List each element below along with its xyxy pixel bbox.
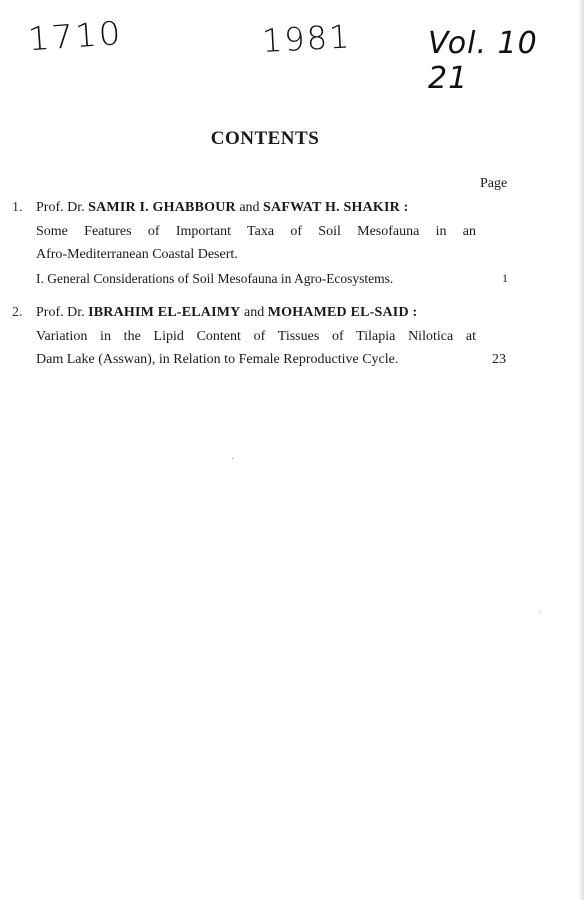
entry-title-line: [12, 325, 512, 349]
author-conjunction: and: [239, 200, 260, 215]
entry-page-number: 23: [492, 352, 506, 367]
author-name: IBRAHIM EL-ELAIMY: [88, 305, 241, 320]
author-name: SAFWAT H. SHAKIR :: [263, 200, 409, 215]
handwritten-volume: Vol. 10 21: [428, 26, 538, 96]
entry-title-text: Afro-Mediterranean Coastal Desert.: [36, 247, 238, 262]
entry-number: 1.: [12, 200, 23, 215]
author-prefix: Prof. Dr.: [36, 200, 85, 215]
entry-author-line: [12, 301, 512, 325]
entry-title-line: [12, 220, 512, 244]
entry-number: 2.: [12, 305, 23, 320]
toc-entry-2: [12, 301, 512, 372]
entry-authors: [36, 301, 417, 325]
entry-title-line: [12, 348, 512, 372]
entry-author-line: [12, 196, 512, 220]
handwritten-year: 1981: [261, 17, 353, 60]
scan-speck: [232, 458, 233, 459]
entry-subtitle-line: [12, 267, 512, 291]
author-prefix: Prof. Dr.: [36, 305, 85, 320]
author-name: SAMIR I. GHABBOUR: [88, 200, 236, 215]
entry-subtitle-text: I. General Considerations of Soil Mesofauna in Agro-Ecosystems.: [36, 270, 394, 286]
contents-heading: CONTENTS: [210, 128, 320, 149]
entry-title-text: Some Features of Important Taxa of Soil Mesofauna in an: [36, 223, 476, 239]
scan-edge-shadow: [578, 0, 584, 900]
toc-entry-1: [12, 196, 512, 290]
page-column-label: Page: [480, 176, 508, 191]
author-name: MOHAMED EL-SAID :: [267, 305, 418, 320]
handwritten-number: 1710: [26, 14, 124, 59]
author-conjunction: and: [243, 305, 265, 320]
entry-title-line: [12, 243, 512, 267]
entry-title-text: Variation in the Lipid Content of Tissues of Tilapia Nilotica at: [36, 328, 476, 344]
entry-title-text: Dam Lake (Asswan), in Relation to Female Reproductive Cycle.: [36, 352, 399, 367]
entry-page-number: 1: [502, 270, 508, 285]
entry-authors: [36, 196, 409, 220]
scan-speck: [540, 612, 541, 613]
